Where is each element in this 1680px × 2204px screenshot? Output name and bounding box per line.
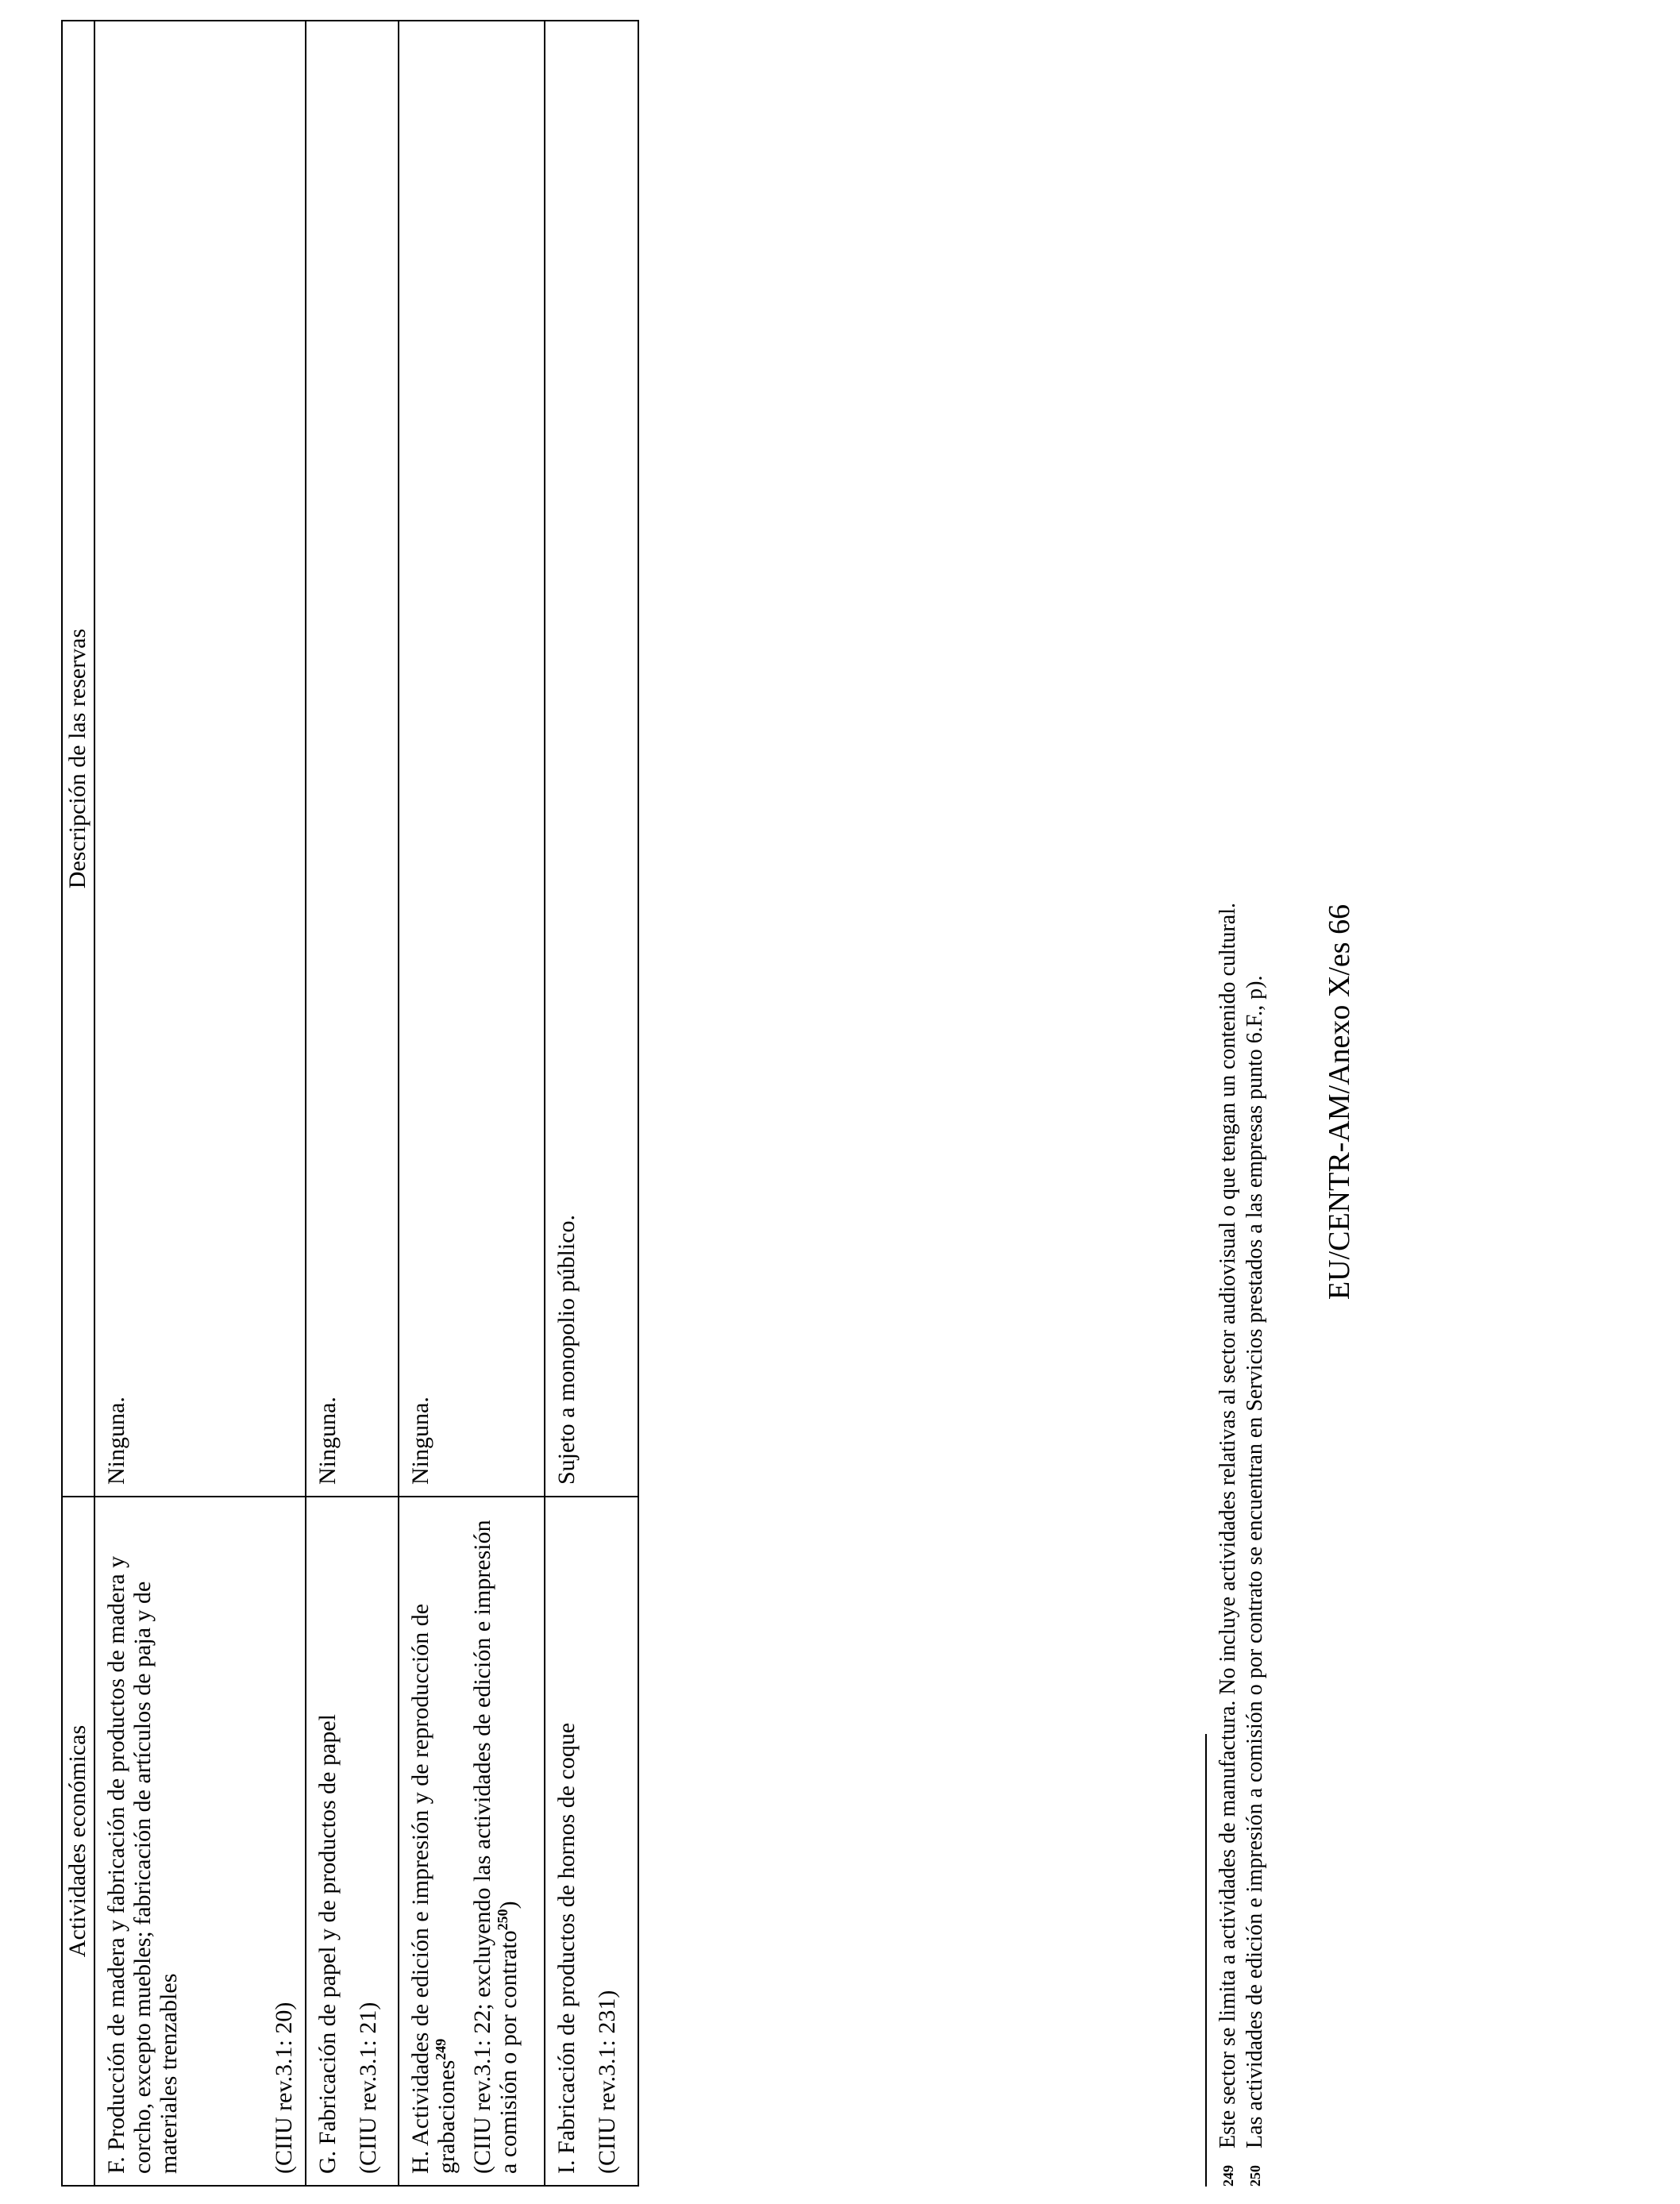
reservation-cell: Ninguna. (94, 21, 306, 1497)
table-row (399, 21, 545, 2186)
activity-text: G. Fabricación de papel y de productos de papel (314, 1714, 341, 2174)
table-header-row (62, 21, 94, 2186)
reservation-cell: Ninguna. (306, 21, 399, 1497)
footnotes (1215, 21, 1269, 2187)
activity-cell (94, 1497, 306, 2186)
activity-cell (545, 1497, 638, 2186)
ciiu-code-end: ) (495, 1901, 522, 1909)
activity-text: F. Producción de madera y fabricación de productos de madera y corcho, excepto muebles; fabricación de artículos de paja y de materiales trenzables (103, 1555, 182, 2174)
footnote (1242, 21, 1269, 2187)
reservation-cell: Ninguna. (399, 21, 545, 1497)
footnote-separator (1205, 1734, 1207, 2187)
footnote-ref: 250 (495, 1909, 511, 1931)
reservation-cell: Sujeto a monopolio público. (545, 21, 638, 1497)
reservations-table (61, 20, 639, 2187)
ciiu-code: (CIIU rev.3.1: 21) (355, 2002, 381, 2174)
activity-cell (306, 1497, 399, 2186)
footnote-number: 250 (1247, 2165, 1263, 2187)
activity-text: I. Fabricación de productos de hornos de coque (553, 1722, 580, 2174)
table-row (94, 21, 306, 2186)
footnote-text: Las actividades de edición e impresión a comisión o por contrato se encuentran en Servicios prestados a las empresas punto 6.F., p). (1243, 975, 1267, 2148)
header-activities: Actividades económicas (62, 1497, 94, 2186)
footnote-ref: 249 (433, 2038, 449, 2060)
footnote-number: 249 (1220, 2165, 1236, 2187)
header-reservations: Descripción de las reservas (62, 21, 94, 1497)
page-identifier: EU/CENTR-AM/Anexo X/es 66 (1323, 904, 1356, 1300)
activity-cell (399, 1497, 545, 2186)
table-row (545, 21, 638, 2186)
ciiu-code: (CIIU rev.3.1: 22; excluyendo las actividades de edición e impresión a comisión o por contrato (469, 1520, 522, 2174)
activity-text: H. Actividades de edición e impresión y de reproducción de grabaciones (407, 1603, 460, 2174)
table-row (306, 21, 399, 2186)
ciiu-code: (CIIU rev.3.1: 20) (271, 2002, 297, 2174)
footnote (1215, 21, 1242, 2187)
footnote-text: Este sector se limita a actividades de manufactura. No incluye actividades relativas al sector audiovisual o que tengan un contenido cultural. (1216, 903, 1240, 2148)
ciiu-code: (CIIU rev.3.1: 231) (594, 1990, 620, 2174)
